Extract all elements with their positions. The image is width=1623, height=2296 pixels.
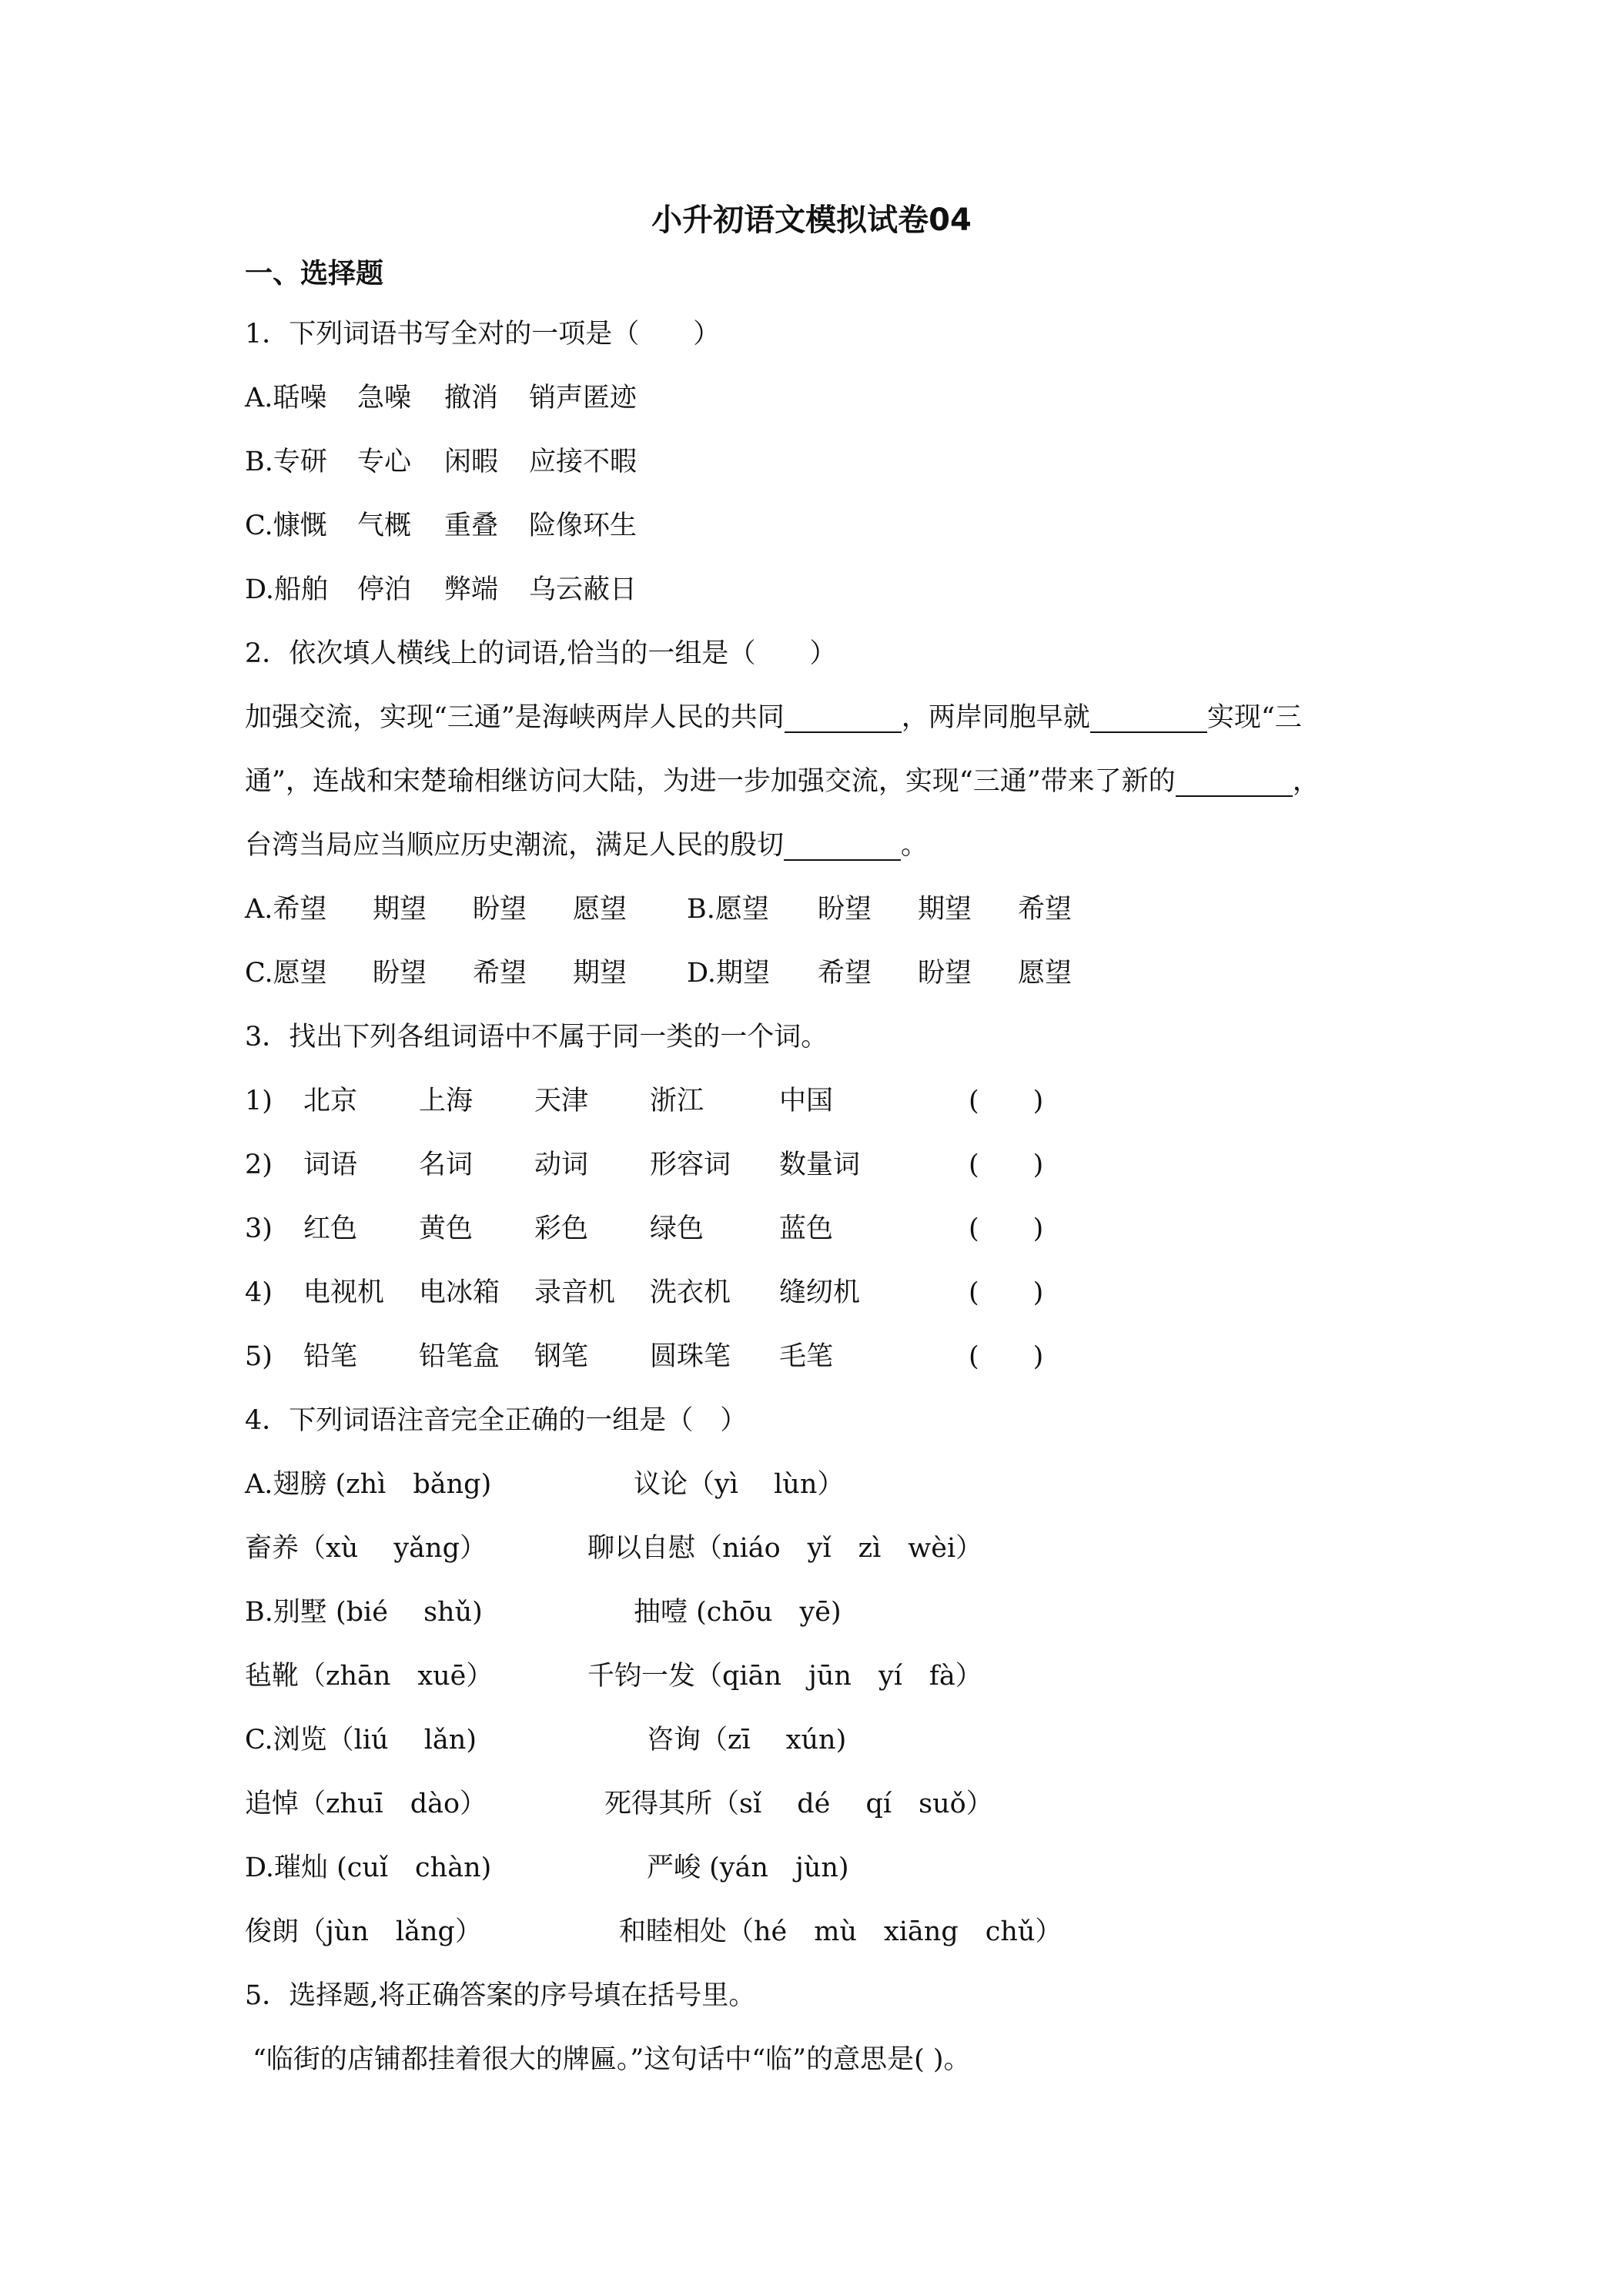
q5-sentence: “临街的店铺都挂着很大的牌匾。”这句话中“临”的意思是( )。 [253, 2044, 971, 2075]
q1-stem: 1．下列词语书写全对的一项是（ ） [245, 319, 721, 350]
q4-row [245, 1848, 1384, 1912]
group-word: 红色 [303, 1213, 358, 1244]
para-text: ，两岸同胞早就 [901, 702, 1090, 733]
answer-parentheses: ( ) [969, 1341, 1044, 1372]
option-word: 停泊 [357, 574, 412, 605]
answer-parentheses: ( ) [969, 1086, 1044, 1116]
group-word: 铅笔盒 [419, 1341, 500, 1372]
group-word: 词语 [303, 1150, 358, 1180]
exam-body [245, 314, 1384, 2104]
page-title: 小升初语文模拟试卷04 [651, 202, 972, 238]
group-word: 电视机 [303, 1277, 385, 1308]
option-word: 乌云蔽日 [529, 574, 637, 605]
fill-blank [784, 825, 901, 861]
group-word: 电冰箱 [419, 1277, 500, 1308]
q2-options-ab [245, 889, 1384, 953]
group-word: 绿色 [650, 1213, 704, 1244]
group-word: 黄色 [419, 1213, 474, 1244]
para-text: 。 [901, 830, 929, 861]
q3-group-3 [245, 1209, 1384, 1273]
option-word: C.慷慨 [245, 510, 327, 541]
q2-paragraph-line-1 [245, 698, 1384, 761]
option-word: 愿望 [1018, 958, 1073, 989]
pinyin-item: 畜养（xù yǎng） [245, 1533, 487, 1564]
option-word: 期望 [373, 894, 427, 925]
group-word: 上海 [419, 1086, 474, 1116]
q4-row [245, 1784, 1384, 1848]
q2-stem: 2．依次填人横线上的词语,恰当的一组是（ ） [245, 638, 837, 669]
option-word: 希望 [473, 958, 527, 989]
group-number: 4) [245, 1277, 273, 1308]
group-number: 5) [245, 1341, 273, 1372]
pinyin-item: 和睦相处（hé mù xiāng chǔ） [619, 1916, 1062, 1947]
group-word: 铅笔 [303, 1341, 358, 1372]
option-word: 闲暇 [444, 447, 499, 477]
group-word: 动词 [534, 1150, 589, 1180]
q3-stem: 3．找出下列各组词语中不属于同一类的一个词。 [245, 1022, 828, 1053]
answer-parentheses: ( ) [969, 1150, 1044, 1180]
option-word: 盼望 [373, 958, 427, 989]
group-number: 1) [245, 1086, 273, 1116]
group-number: 3) [245, 1213, 273, 1244]
option-word: 盼望 [473, 894, 527, 925]
pinyin-item: 议论（yì lùn） [634, 1469, 845, 1500]
q4-row [245, 1656, 1384, 1720]
option-word: 期望 [918, 894, 972, 925]
pinyin-item: B.别墅 (bié shǔ) [245, 1597, 483, 1628]
q1-option-a [245, 378, 1384, 442]
q4-row [245, 1912, 1384, 1976]
group-number: 2) [245, 1150, 273, 1180]
group-word: 圆珠笔 [650, 1341, 731, 1372]
pinyin-item: 追悼（zhuī dào） [245, 1789, 487, 1819]
group-word: 名词 [419, 1150, 474, 1180]
option-word: 盼望 [918, 958, 972, 989]
option-word: A.聒噪 [245, 383, 327, 413]
para-text: 通”，连战和宋楚瑜相继访问大陆，为进一步加强交流，实现“三通”带来了新的 [245, 766, 1176, 797]
fill-blank [1090, 698, 1207, 733]
q2-paragraph-line-2 [245, 761, 1384, 825]
group-word: 天津 [534, 1086, 589, 1116]
group-word: 缝纫机 [779, 1277, 861, 1308]
answer-parentheses: ( ) [969, 1277, 1044, 1308]
group-word: 毛笔 [779, 1341, 834, 1372]
q2-options-cd [245, 953, 1384, 1017]
fill-blank [785, 698, 902, 733]
q4-stem: 4．下列词语注音完全正确的一组是（ ） [245, 1405, 748, 1436]
pinyin-item: 咨询（zī xún) [647, 1725, 847, 1755]
option-word: 重叠 [444, 510, 499, 541]
pinyin-item: 俊朗（jùn lǎng） [245, 1916, 482, 1947]
para-text: ， [1292, 766, 1320, 797]
option-word: 期望 [573, 958, 627, 989]
option-word: D.船舶 [245, 574, 328, 605]
option-word: 弊端 [444, 574, 499, 605]
q4-row [245, 1720, 1384, 1784]
para-text: 加强交流，实现“三通”是海峡两岸人民的共同 [245, 702, 785, 733]
q3-group-1 [245, 1081, 1384, 1145]
pinyin-item: 千钧一发（qiān jūn yí fà） [587, 1661, 982, 1692]
q1-option-d [245, 570, 1384, 634]
option-word: 希望 [818, 958, 872, 989]
para-text: 实现“三 [1206, 702, 1302, 733]
q3-group-4 [245, 1273, 1384, 1337]
option-word: D.期望 [687, 958, 770, 989]
pinyin-item: 死得其所（sǐ dé qí suǒ） [604, 1789, 993, 1819]
q3-group-5 [245, 1337, 1384, 1401]
group-word: 中国 [779, 1086, 834, 1116]
pinyin-item: C.浏览（liú lǎn) [245, 1725, 477, 1755]
option-word: 愿望 [573, 894, 627, 925]
para-text: 台湾当局应当顺应历史潮流，满足人民的殷切 [245, 830, 785, 861]
option-word: 希望 [1018, 894, 1073, 925]
fill-blank [1176, 761, 1293, 797]
pinyin-item: 聊以自慰（niáo yǐ zì wèi） [587, 1533, 983, 1564]
group-word: 录音机 [534, 1277, 616, 1308]
option-word: B.专研 [245, 447, 327, 477]
option-word: 应接不暇 [529, 447, 637, 477]
pinyin-item: 抽噎 (chōu yē) [634, 1597, 842, 1628]
group-word: 数量词 [779, 1150, 861, 1180]
option-word: 撤消 [444, 383, 499, 413]
option-word: B.愿望 [687, 894, 769, 925]
option-word: 盼望 [818, 894, 872, 925]
q1-option-b [245, 442, 1384, 506]
option-word: 急噪 [357, 383, 412, 413]
q4-row [245, 1592, 1384, 1656]
q4-row [245, 1528, 1384, 1592]
q4-row [245, 1464, 1384, 1528]
group-word: 钢笔 [534, 1341, 589, 1372]
group-word: 北京 [303, 1086, 358, 1116]
pinyin-item: 严峻 (yán jùn) [647, 1853, 849, 1883]
q5-stem: 5．选择题,将正确答案的序号填在括号里。 [245, 1980, 756, 2011]
group-word: 蓝色 [779, 1213, 834, 1244]
pinyin-item: D.璀灿 (cuǐ chàn) [245, 1853, 492, 1883]
group-word: 洗衣机 [650, 1277, 731, 1308]
option-word: A.希望 [245, 894, 327, 925]
q2-paragraph-line-3 [245, 825, 1384, 889]
section-heading: 一、选择题 [245, 258, 384, 290]
q1-option-c [245, 506, 1384, 570]
option-word: 气概 [357, 510, 412, 541]
pinyin-item: 毡靴（zhān xuē） [245, 1661, 494, 1692]
option-word: 险像环生 [529, 510, 637, 541]
group-word: 彩色 [534, 1213, 589, 1244]
group-word: 形容词 [650, 1150, 731, 1180]
option-word: 销声匿迹 [529, 383, 637, 413]
option-word: 专心 [357, 447, 412, 477]
group-word: 浙江 [650, 1086, 704, 1116]
pinyin-item: A.翅膀 (zhì bǎng) [245, 1469, 492, 1500]
q3-group-2 [245, 1145, 1384, 1209]
answer-parentheses: ( ) [969, 1213, 1044, 1244]
option-word: C.愿望 [245, 958, 327, 989]
